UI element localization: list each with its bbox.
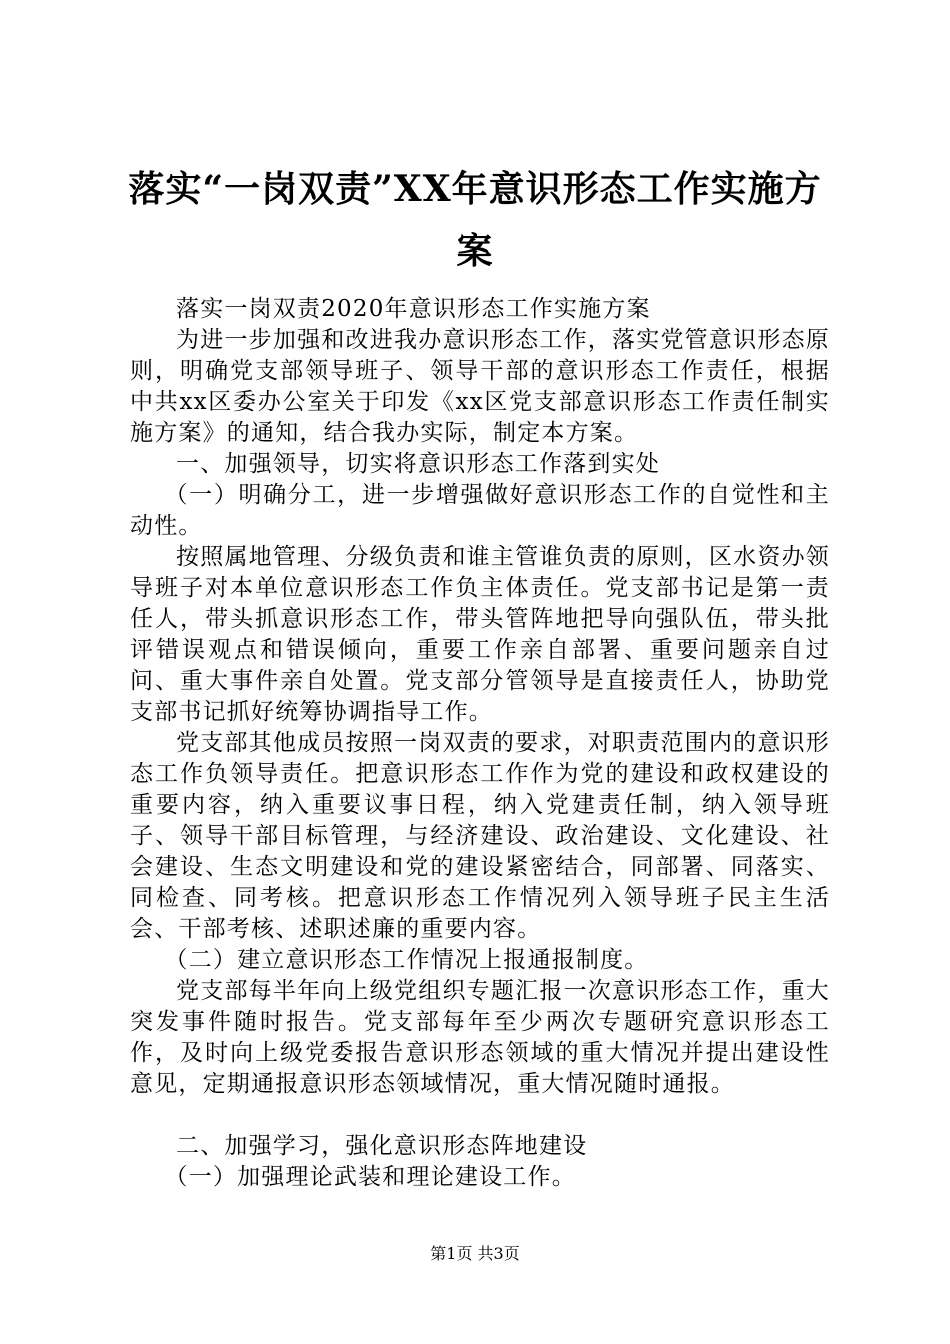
page-footer: 第1页 共3页: [430, 1244, 520, 1263]
subtitle-paragraph: 落实一岗双责2020年意识形态工作实施方案: [176, 296, 651, 322]
section-heading-2: 二、加强学习，强化意识形态阵地建设: [176, 1133, 588, 1159]
body-paragraph: 按照属地管理、分级负责和谁主管谁负责的原则，区水资办领导班子对本单位意识形态工作负主体责任。党支部书记是第一责任人，带头抓意识形态工作，带头管阵地把导向强队伍，带头批评错误观点和错误倾向，重要工作亲自部署、重要问题亲自过问、重大事件亲自处置。党支部分管领导是直接责任人，协助党支部书记抓好统筹协调指导工作。: [130, 544, 830, 725]
document-body: [130, 294, 830, 1193]
paragraph-gap: [130, 1100, 830, 1131]
body-paragraph: 党支部每半年向上级党组织专题汇报一次意识形态工作，重大突发事件随时报告。党支部每年至少两次专题研究意识形态工作，及时向上级党委报告意识形态领域的重大情况并提出建设性意见，定期通报意识形态领域情况，重大情况随时通报。: [130, 978, 830, 1097]
subsection-heading-1-2: （二）建立意识形态工作情况上报通报制度。: [164, 947, 649, 973]
body-paragraph: 党支部其他成员按照一岗双责的要求，对职责范围内的意识形态工作负领导责任。把意识形态工作作为党的建设和政权建设的重要内容，纳入重要议事日程，纳入党建责任制，纳入领导班子、领导干部目标管理，与经济建设、政治建设、文化建设、社会建设、生态文明建设和党的建设紧密结合，同部署、同落实、同检查、同考核。把意识形态工作情况列入领导班子民主生活会、干部考核、述职述廉的重要内容。: [130, 730, 830, 942]
document-title: 落实“一岗双责”XX年意识形态工作实施方案: [128, 168, 822, 272]
subsection-heading-1-1: （一）明确分工，进一步增强做好意识形态工作的自觉性和主动性。: [130, 482, 830, 539]
intro-paragraph: 为进一步加强和改进我办意识形态工作，落实党管意识形态原则，明确党支部领导班子、领导干部的意识形态工作责任，根据中共xx区委办公室关于印发《xx区党支部意识形态工作责任制实施方案》的通知，结合我办实际，制定本方案。: [130, 327, 830, 446]
subsection-heading-2-1: （一）加强理论武装和理论建设工作。: [164, 1164, 576, 1190]
section-heading-1: 一、加强领导，切实将意识形态工作落到实处: [176, 451, 660, 477]
